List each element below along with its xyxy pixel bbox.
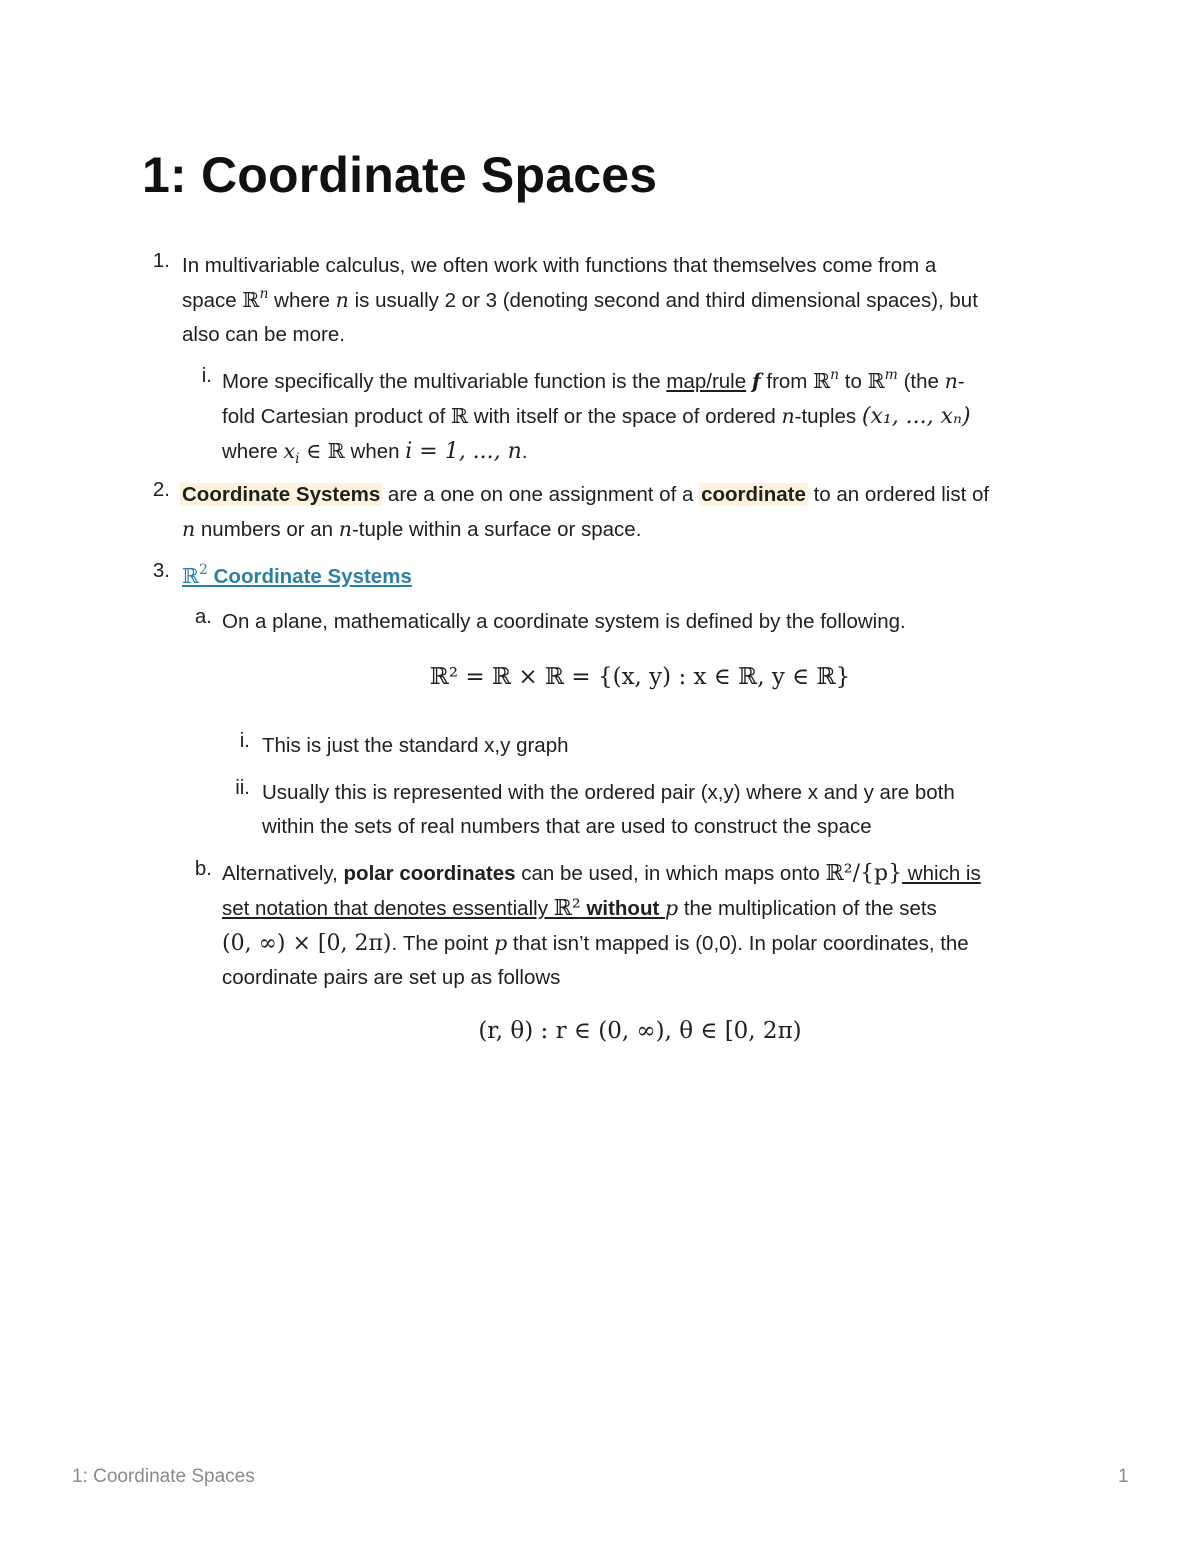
- equation-r2-definition: ℝ² = ℝ × ℝ = {(x, y) : x ∈ ℝ, y ∈ ℝ}: [429, 664, 851, 690]
- math-R: ℝ: [813, 369, 831, 393]
- item-2-line-2: [182, 512, 989, 547]
- item-1-i-line-2: [222, 399, 971, 434]
- math-x: x: [283, 439, 296, 463]
- item-1-i-line-3: [222, 434, 971, 469]
- math-n-sup: n: [830, 367, 840, 384]
- math-R: ℝ: [182, 564, 200, 588]
- math-m-sup: m: [884, 367, 898, 384]
- item-3-b-text-f: coordinate pairs are set up as follows: [222, 966, 561, 989]
- item-3-b-text-b: can be used, in which maps onto: [515, 862, 826, 885]
- item-3-b-line-4: [222, 961, 981, 995]
- item-1-text-c: where: [268, 289, 336, 312]
- item-3-b-underlined-a: which is: [902, 862, 981, 885]
- sub-i-text-f: fold Cartesian product of: [222, 405, 452, 428]
- item-3-a-i-text: [262, 729, 569, 763]
- list-number-a-i: i.: [239, 729, 250, 752]
- item-1-text-d: is usually 2 or 3 (denoting second and third dimensional spaces), but: [348, 289, 978, 312]
- page-title: 1: Coordinate Spaces: [142, 147, 658, 203]
- link-label: Coordinate Systems: [207, 565, 412, 588]
- bold-without: without: [580, 897, 666, 920]
- list-number-1-i: i.: [201, 364, 212, 387]
- math-n: n: [944, 369, 958, 393]
- highlight-coordinate: coordinate: [701, 483, 806, 506]
- math-n: n: [781, 404, 795, 428]
- sub-i-text-g: with itself or the space of ordered: [468, 405, 782, 428]
- list-number-3: 3.: [152, 559, 170, 582]
- item-3-b-line-2: [222, 891, 981, 926]
- item-2-text-b: to an ordered list of: [807, 483, 990, 506]
- item-3-a-ii-text: [262, 776, 955, 844]
- list-number-a-ii: ii.: [235, 776, 250, 799]
- bold-polar-coordinates: polar coordinates: [343, 862, 516, 885]
- item-1-i-line-1: [222, 364, 971, 399]
- item-3-b-line-3: [222, 926, 981, 961]
- sub-i-text-e: -: [957, 370, 965, 393]
- list-letter-a: a.: [194, 605, 212, 628]
- list-number-2: 2.: [152, 478, 170, 501]
- math-R: ℝ: [451, 404, 469, 428]
- math-n: n: [182, 517, 196, 541]
- math-polar-sets: (0, ∞) × [0, 2π): [222, 931, 392, 956]
- sub-i-text-c: to: [839, 370, 868, 393]
- math-n: n: [338, 517, 352, 541]
- item-3-b-text-e: that isn’t mapped is (0,0). In polar coordinates, the: [507, 932, 969, 955]
- sub-i-text-d: (the: [897, 370, 945, 393]
- footer-title: 1: Coordinate Spaces: [72, 1466, 255, 1487]
- math-n: n: [335, 288, 349, 312]
- math-tuple: (x₁, ..., xₙ): [861, 404, 971, 429]
- item-2-line-1: [182, 478, 989, 512]
- math-p: p: [494, 931, 508, 955]
- item-1-text-a: In multivariable calculus, we often work with functions that themselves come from a: [182, 254, 937, 277]
- math-R: ℝ: [867, 369, 885, 393]
- list-number-1: 1.: [152, 249, 170, 272]
- item-3-a-text: [222, 605, 906, 639]
- math-r2: ℝ²: [553, 896, 581, 921]
- item-3-b-text: [222, 857, 981, 995]
- item-1-line-1: [182, 249, 978, 283]
- sub-i-text-b: from: [760, 370, 814, 393]
- math-f: f: [751, 369, 761, 393]
- item-3-b-text-d: . The point: [391, 932, 495, 955]
- item-1-text-b: space: [182, 289, 243, 312]
- math-n-sup: n: [259, 286, 269, 303]
- math-r2-without-p: ℝ²/{p}: [825, 861, 903, 886]
- item-2-text: [182, 478, 989, 547]
- r2-coordinate-systems-link[interactable]: [182, 562, 412, 588]
- sub-i-text-i: where: [222, 440, 284, 463]
- math-p: p: [665, 896, 679, 920]
- item-3-a-ii-line-2: within the sets of real numbers that are used to construct the space: [262, 815, 872, 838]
- sub-i-text-h: -tuples: [794, 405, 862, 428]
- item-3-a-i-sentence: This is just the standard x,y graph: [262, 734, 569, 757]
- item-3-b-text-a: Alternatively,: [222, 862, 344, 885]
- item-1-i-text: [222, 364, 971, 469]
- item-3-a-sentence: On a plane, mathematically a coordinate system is defined by the following.: [222, 610, 906, 633]
- item-2-text-a: are a one on one assignment of a: [382, 483, 700, 506]
- highlight-coordinate-systems: Coordinate Systems: [182, 483, 381, 506]
- item-3-b-line-1: [222, 857, 981, 891]
- math-R: ℝ: [327, 439, 345, 463]
- math-i-sub: i: [295, 451, 300, 468]
- equation-polar-pairs: (r, θ) : r ∈ (0, ∞), θ ∈ [0, 2π): [478, 1018, 802, 1044]
- item-2-text-d: -tuple within a surface or space.: [351, 518, 642, 541]
- sub-i-period: .: [521, 440, 528, 463]
- item-3-b-underlined-b: set notation that denotes essentially: [222, 897, 554, 920]
- item-1-line-3: [182, 318, 978, 352]
- item-1-text-e: also can be more.: [182, 323, 345, 346]
- item-1-line-2: [182, 283, 978, 318]
- sub-i-text-j: when: [344, 440, 406, 463]
- math-index-range: i = 1, ..., n: [405, 439, 522, 464]
- item-2-text-c: numbers or an: [195, 518, 339, 541]
- sub-i-text-a: More specifically the multivariable function is the: [222, 370, 667, 393]
- item-3-a-ii-line-1: Usually this is represented with the ordered pair (x,y) where x and y are both: [262, 781, 955, 804]
- item-3-b-text-c: the multiplication of the sets: [678, 897, 937, 920]
- math-2-sup: 2: [199, 562, 208, 579]
- map-rule-underlined: map/rule: [666, 370, 747, 393]
- math-R: ℝ: [242, 288, 260, 312]
- math-element-of: ∈: [299, 439, 328, 463]
- item-1-text: [182, 249, 978, 352]
- list-letter-b: b.: [194, 857, 212, 880]
- item-3-heading: [182, 559, 412, 594]
- page-number: 1: [1118, 1466, 1129, 1487]
